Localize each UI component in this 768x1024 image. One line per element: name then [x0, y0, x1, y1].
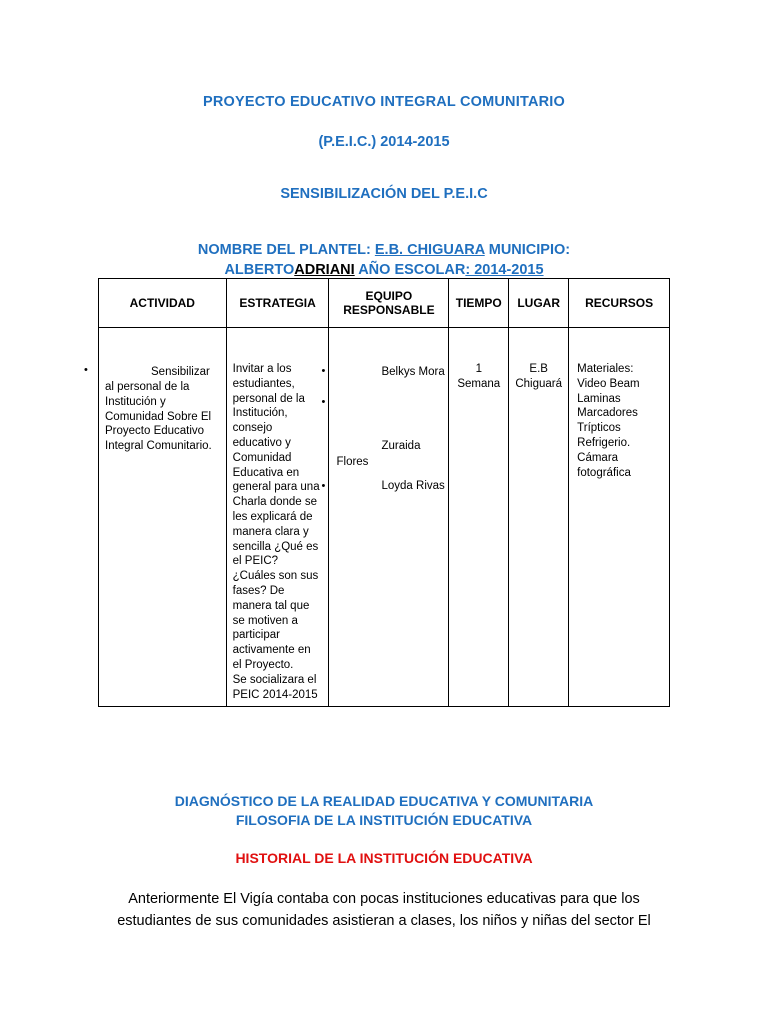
- municipio-value-b: ADRIANI: [294, 262, 355, 278]
- section-heading-diagnostico: DIAGNÓSTICO DE LA REALIDAD EDUCATIVA Y COMUNITARIA: [174, 793, 594, 809]
- estrategia-line: personal de la: [232, 392, 305, 405]
- estrategia-line: consejo: [232, 422, 273, 435]
- estrategia-line: activamente en: [232, 644, 311, 657]
- tiempo-line: Semana: [457, 377, 501, 390]
- school-info: [0, 240, 768, 280]
- school-info-line-1: [0, 240, 768, 260]
- paragraph-line: estudiantes de sus comunidades asistieran a clases, los niños y niñas del sector El: [117, 913, 651, 929]
- municipio-label: MUNICIPIO:: [488, 242, 571, 258]
- estrategia-line: Institución,: [232, 407, 288, 420]
- actividad-text-rest: [105, 380, 227, 454]
- plantel-value: E.B. CHIGUARA: [374, 242, 485, 258]
- section-heading-sensibilizacion: SENSIBILIZACIÓN DEL P.E.I.C: [280, 186, 488, 202]
- cell-actividad: [99, 328, 227, 707]
- actividad-line: Proyecto Educativo: [105, 425, 205, 438]
- cell-equipo: [321, 328, 449, 707]
- estrategia-line: ¿Cuáles son sus: [232, 570, 319, 583]
- equipo-name-2: Zuraida: [381, 440, 421, 452]
- estrategia-line: educativo y: [232, 436, 291, 449]
- actividad-line: al personal de la: [105, 381, 190, 393]
- estrategia-line: Se socializara el: [232, 673, 317, 686]
- table-header-row: [99, 279, 670, 328]
- cell-estrategia: [226, 328, 329, 707]
- estrategia-line: Invitar a los: [232, 363, 292, 375]
- recursos-line: Cámara: [577, 451, 619, 464]
- paragraph-line: Anteriormente El Vigía contaba con pocas instituciones educativas para que los: [128, 891, 640, 907]
- municipio-value-a: ALBERTO: [224, 262, 295, 278]
- estrategia-line: fases? De: [232, 584, 285, 597]
- anio-value: : 2014-2015: [465, 262, 544, 278]
- actividad-line: Institución y: [105, 395, 166, 408]
- estrategia-line: participar: [232, 629, 280, 642]
- header-equipo: [329, 279, 449, 328]
- actividad-line: Integral Comunitario.: [105, 440, 212, 453]
- anio-label: AÑO ESCOLAR: [358, 262, 466, 278]
- estrategia-line: general para una: [232, 481, 320, 494]
- header-estrategia: ESTRATEGIA: [226, 279, 329, 328]
- recursos-line: Refrigerio.: [577, 436, 631, 449]
- recursos-line: Laminas: [577, 392, 621, 405]
- bullet-icon: •: [84, 364, 88, 376]
- estrategia-line: sencilla ¿Qué es: [232, 540, 319, 553]
- bullet-icon: •: [321, 480, 326, 492]
- estrategia-line: estudiantes,: [232, 377, 295, 390]
- cell-tiempo: [449, 328, 509, 707]
- school-info-line-2: [0, 260, 768, 280]
- equipo-name-1: Belkys Mora: [381, 366, 445, 378]
- estrategia-line: manera tal que: [232, 599, 310, 612]
- recursos-line: Materiales:: [577, 363, 634, 375]
- recursos-line: Video Beam: [577, 377, 640, 390]
- equipo-name-3: Loyda Rivas: [381, 480, 445, 492]
- estrategia-line: Charla donde se: [232, 496, 318, 509]
- equipo-name-2b: Flores: [336, 456, 369, 468]
- header-lugar: LUGAR: [509, 279, 569, 328]
- activity-table: [98, 278, 670, 707]
- historial-paragraph: [98, 888, 670, 932]
- bullet-icon: •: [321, 396, 326, 408]
- recursos-text: [577, 362, 639, 480]
- recursos-line: Trípticos: [577, 422, 621, 435]
- document-subtitle: (P.E.I.C.) 2014-2015: [318, 134, 450, 150]
- section-heading-filosofia: FILOSOFIA DE LA INSTITUCIÓN EDUCATIVA: [235, 812, 533, 828]
- plantel-label: NOMBRE DEL PLANTEL:: [197, 242, 371, 258]
- estrategia-line: PEIC 2014-2015: [232, 688, 318, 701]
- estrategia-line: se motiven a: [232, 614, 298, 627]
- estrategia-line: Educativa en: [232, 466, 300, 479]
- actividad-text: [105, 365, 227, 380]
- header-actividad: ACTIVIDAD: [99, 279, 227, 328]
- actividad-line: Comunidad Sobre El: [105, 410, 212, 423]
- document-title: PROYECTO EDUCATIVO INTEGRAL COMUNITARIO: [203, 94, 565, 110]
- header-tiempo: TIEMPO: [449, 279, 509, 328]
- estrategia-line: Comunidad: [232, 451, 292, 464]
- section-heading-historial: HISTORIAL DE LA INSTITUCIÓN EDUCATIVA: [235, 850, 533, 866]
- estrategia-line: el PEIC?: [232, 555, 279, 568]
- estrategia-text: [233, 362, 333, 702]
- tiempo-line: 1: [475, 363, 482, 375]
- cell-recursos: [569, 328, 670, 707]
- bullet-icon: •: [321, 365, 326, 377]
- estrategia-line: manera clara y: [232, 525, 309, 538]
- cell-lugar: [509, 328, 569, 707]
- recursos-line: Marcadores: [577, 407, 638, 420]
- lugar-text: [509, 362, 568, 392]
- estrategia-line: les explicará de: [232, 510, 313, 523]
- header-recursos: RECURSOS: [569, 279, 670, 328]
- header-equipo-line2: RESPONSABLE: [343, 303, 435, 317]
- actividad-line: Sensibilizar: [151, 366, 210, 378]
- tiempo-text: [449, 362, 508, 392]
- table-row: [99, 328, 670, 707]
- header-equipo-line1: EQUIPO: [365, 289, 413, 303]
- lugar-line: E.B: [529, 363, 548, 375]
- lugar-line: Chiguará: [515, 377, 563, 390]
- estrategia-line: el Proyecto.: [232, 658, 294, 671]
- recursos-line: fotográfica: [577, 466, 631, 479]
